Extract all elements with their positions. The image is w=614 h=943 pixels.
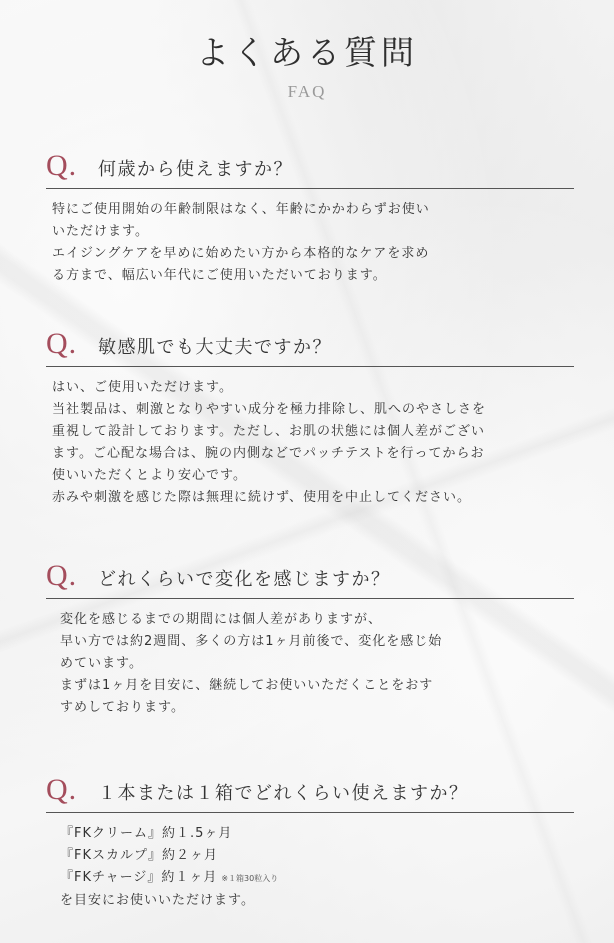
answer-line: を目安にお使いいただけます。 xyxy=(60,893,255,908)
answer-text xyxy=(46,609,574,719)
question-text: 敏感肌でも大丈夫ですか？ xyxy=(98,337,332,358)
answer-line: 使いいただくとより安心です。 xyxy=(52,468,247,483)
faq-item-duration xyxy=(46,772,574,912)
question-row xyxy=(46,558,574,599)
answer-text xyxy=(46,823,574,912)
answer-line-with-note xyxy=(60,867,554,890)
faq-item-sensitive-skin xyxy=(46,326,574,509)
question-text: 何歳から使えますか？ xyxy=(98,159,293,180)
answer-line: る方まで、幅広い年代にご使用いただいております。 xyxy=(52,268,387,283)
question-row xyxy=(46,772,574,813)
answer-line: ます。ご心配な場合は、腕の内側などでパッチテストを行ってからお xyxy=(52,446,485,461)
question-row xyxy=(46,148,574,189)
answer-line: 『FKスカルプ』約２ヶ月 xyxy=(60,848,219,863)
q-mark: Q. xyxy=(46,773,78,806)
question-row xyxy=(46,326,574,367)
answer-line: まずは1ヶ月を目安に、継続してお使いいただくことをおす xyxy=(60,678,434,693)
question-text: １本または１箱でどれくらい使えますか？ xyxy=(98,783,469,804)
faq-item-results xyxy=(46,558,574,719)
answer-line: 当社製品は、刺激となりやすい成分を極力排除し、肌へのやさしさを xyxy=(52,402,487,417)
page-title: よくある質問 xyxy=(196,33,418,72)
question-text: どれくらいで変化を感じますか？ xyxy=(98,569,391,590)
answer-line: いただけます。 xyxy=(52,224,149,239)
answer-text xyxy=(46,199,574,287)
faq-item-age xyxy=(46,148,574,287)
answer-line: 重視して設計しております。ただし、お肌の状態には個人差がござい xyxy=(52,424,485,439)
answer-line: 変化を感じるまでの期間には個人差がありますが、 xyxy=(60,612,383,627)
q-mark: Q. xyxy=(46,327,78,360)
capsule-count-note: ※１箱30粒入り xyxy=(221,874,279,883)
answer-line: 特にご使用開始の年齢制限はなく、年齢にかかわらずお使い xyxy=(52,202,430,217)
answer-line: 早い方では約2週間、多くの方は1ヶ月前後で、変化を感じ始 xyxy=(60,634,443,649)
answer-line: すめしております。 xyxy=(60,700,185,715)
answer-line: エイジングケアを早めに始めたい方から本格的なケアを求め xyxy=(52,246,430,261)
answer-line-text: 『FKチャージ』約１ヶ月 xyxy=(60,870,218,885)
answer-text xyxy=(46,377,574,509)
answer-line: はい、ご使用いただけます。 xyxy=(52,380,233,395)
answer-line: 『FKクリーム』約１.5ヶ月 xyxy=(60,826,233,841)
q-mark: Q. xyxy=(46,149,78,182)
answer-line: めています。 xyxy=(60,656,143,671)
q-mark: Q. xyxy=(46,559,78,592)
answer-line: 赤みや刺激を感じた際は無理に続けず、使用を中止してください。 xyxy=(52,490,471,505)
faq-header xyxy=(0,30,614,102)
page-subtitle: FAQ xyxy=(287,82,327,101)
